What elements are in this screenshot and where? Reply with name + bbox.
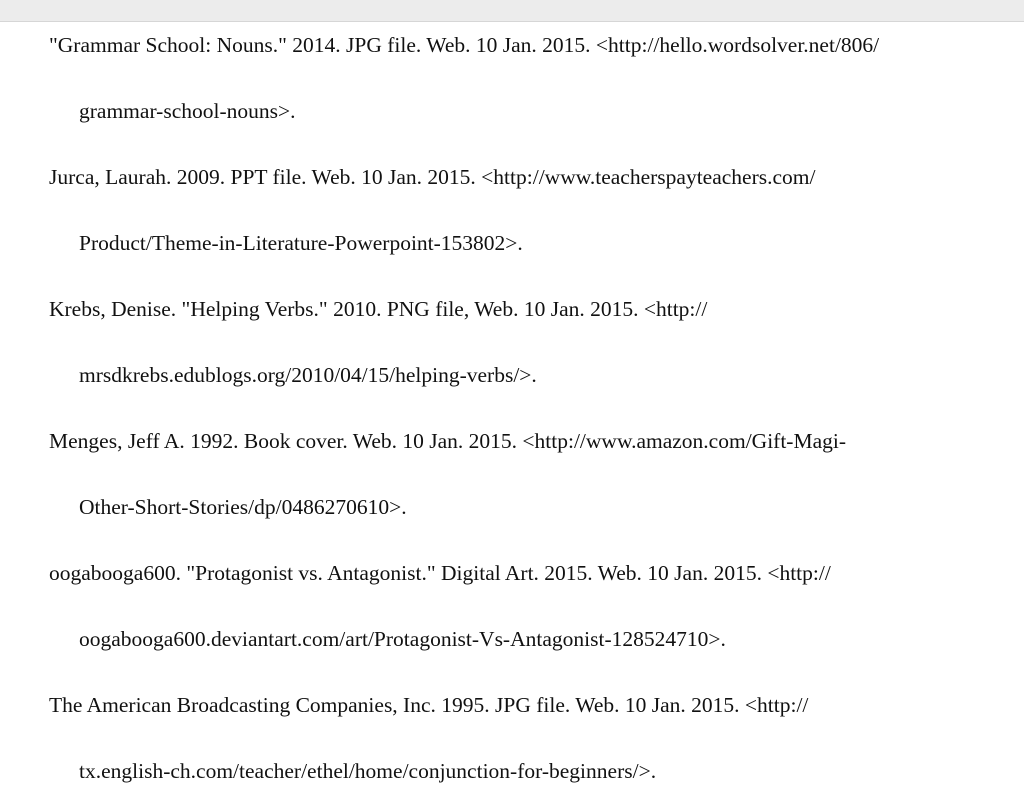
citation-continuation-line: Product/Theme-in-Literature-Powerpoint-153802>. xyxy=(79,231,523,255)
citation-first-line: Menges, Jeff A. 1992. Book cover. Web. 10 Jan. 2015. <http://www.amazon.com/Gift-Magi- xyxy=(49,429,847,453)
citation-entry xyxy=(49,12,989,144)
citation-continuation-line: grammar-school-nouns>. xyxy=(79,99,296,123)
citation-continuation-line: tx.english-ch.com/teacher/ethel/home/conjunction-for-beginners/>. xyxy=(79,759,657,783)
citation-first-line: Jurca, Laurah. 2009. PPT file. Web. 10 Jan. 2015. <http://www.teacherspayteachers.com/ xyxy=(49,165,816,189)
citation-continuation-line: oogabooga600.deviantart.com/art/Protagonist-Vs-Antagonist-128524710>. xyxy=(79,627,726,651)
citation-first-line: Krebs, Denise. "Helping Verbs." 2010. PNG file, Web. 10 Jan. 2015. <http:// xyxy=(49,297,708,321)
citation-entry xyxy=(49,276,989,408)
citation-continuation-line: Other-Short-Stories/dp/0486270610>. xyxy=(79,495,407,519)
works-cited-list xyxy=(49,12,989,804)
citation-entry xyxy=(49,672,989,804)
document-page[interactable] xyxy=(0,22,1024,783)
citation-continuation-line: mrsdkrebs.edublogs.org/2010/04/15/helping-verbs/>. xyxy=(79,363,537,387)
citation-entry xyxy=(49,540,989,672)
citation-entry xyxy=(49,144,989,276)
citation-first-line: The American Broadcasting Companies, Inc. 1995. JPG file. Web. 10 Jan. 2015. <http:// xyxy=(49,693,809,717)
citation-first-line: oogabooga600. "Protagonist vs. Antagonist." Digital Art. 2015. Web. 10 Jan. 2015. <http:// xyxy=(49,561,831,585)
citation-entry xyxy=(49,408,989,540)
citation-first-line: "Grammar School: Nouns." 2014. JPG file. Web. 10 Jan. 2015. <http://hello.wordsolver.net/806/ xyxy=(49,33,880,57)
